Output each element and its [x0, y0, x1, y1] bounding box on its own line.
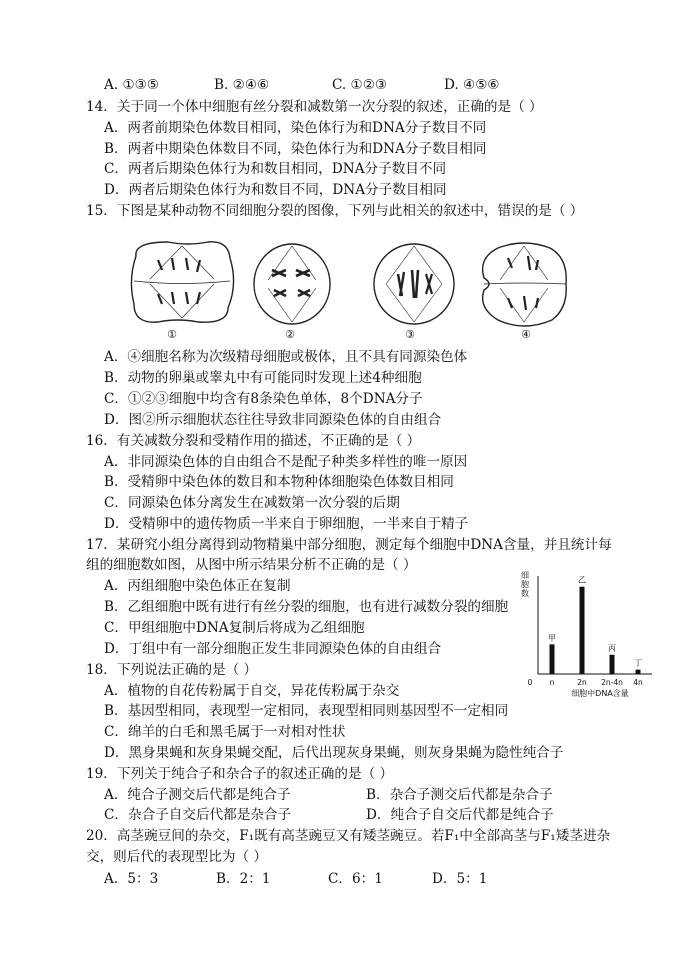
q20-stem-line2: 交，则后代的表现型比为（ ） — [86, 849, 268, 865]
bar-label: 乙 — [578, 575, 586, 585]
x-tick-label: 0 — [527, 678, 533, 687]
q20-option-b: B．2：1 — [216, 871, 271, 887]
q20-option-c: C．6：1 — [328, 871, 383, 887]
q17-option-c: C．甲组细胞中DNA复制后将成为乙组细胞 — [104, 620, 365, 636]
bar — [550, 644, 555, 674]
x-tick-label: n — [549, 678, 555, 687]
q17-option-b: B．乙组细胞中既有进行有丝分裂的细胞，也有进行减数分裂的细胞 — [104, 599, 509, 615]
q13-options — [104, 75, 500, 95]
q17-stem-line1: 17．某研究小组分离得到动物精巢中部分细胞，测定每个细胞中DNA含量，并且统计每 — [86, 537, 612, 553]
q13-option-b: B. ②④⑥ — [214, 77, 270, 93]
q19-option-a: A．纯合子测交后代都是纯合子 — [104, 787, 291, 803]
x-tick-label: 2n — [577, 678, 587, 687]
q14-option-b: B．两者中期染色体数目不同，染色体行为和DNA分子数目相同 — [104, 141, 487, 157]
x-tick-label: 2n-4n — [601, 678, 623, 687]
figure-label-2: ② — [285, 328, 295, 341]
cell-diagram-3 — [374, 244, 454, 324]
bar-label: 丙 — [608, 643, 616, 653]
q16-stem: 16．有关减数分裂和受精作用的描述，不正确的是（ ） — [86, 433, 421, 449]
q18-option-a: A．植物的自花传粉属于自交，异花传粉属于杂交 — [104, 683, 400, 699]
q17-option-a: A．丙组细胞中染色体正在复制 — [104, 578, 291, 594]
dna-content-bar-chart — [514, 566, 660, 700]
q17-option-d: D．丁组中有一部分细胞正发生非同源染色体的自由组合 — [104, 641, 442, 657]
q20-option-d: D．5：1 — [432, 871, 488, 887]
q13-option-a: A. ①③⑤ — [104, 77, 160, 93]
q19-option-c: C．杂合子自交后代都是杂合子 — [104, 807, 292, 823]
x-tick-label: 4n — [633, 678, 643, 687]
q14-option-d: D．两者后期染色体行为和数目不同，DNA分子数目相同 — [104, 182, 447, 198]
cell-diagram-4 — [483, 243, 567, 326]
q15-option-a: A．④细胞名称为次级精母细胞或极体，且不具有同源染色体 — [104, 349, 468, 365]
figure-label-1: ① — [167, 328, 177, 341]
cell-diagram-1 — [131, 242, 233, 322]
bar — [636, 670, 641, 674]
q13-option-d: D. ④⑤⑥ — [444, 77, 500, 93]
q20-option-a: A．5：3 — [104, 871, 159, 887]
q18-option-d: D．黑身果蝇和灰身果蝇交配，后代出现灰身果蝇，则灰身果蝇为隐性纯合子 — [104, 745, 564, 761]
q19-option-d: D．纯合子自交后代都是纯合子 — [366, 807, 554, 823]
x-axis-label: 细胞中DNA含量 — [571, 689, 629, 698]
q16-option-d: D．受精卵中的遗传物质一半来自于卵细胞，一半来自于精子 — [104, 516, 469, 532]
q16-option-b: B．受精卵中染色体的数目和本物种体细胞染色体数目相同 — [104, 474, 454, 490]
q14-option-c: C．两者后期染色体行为和数目相同，DNA分子数目不同 — [104, 161, 447, 177]
q18-option-b: B．基因型相同，表现型一定相同，表现型相同则基因型不一定相同 — [104, 703, 509, 719]
q18-stem: 18．下列说法正确的是（ ） — [86, 662, 258, 678]
q19-option-b: B．杂合子测交后代都是杂合子 — [366, 787, 553, 803]
q17-stem-line2: 组的细胞数如图，从图中所示结果分析不正确的是（ ） — [86, 557, 417, 573]
q20-stem-line1: 20．高茎豌豆间的杂交，F₁既有高茎豌豆又有矮茎豌豆。若F₁中全部高茎与F₁矮茎进杂 — [86, 828, 611, 844]
figure-label-3: ③ — [405, 328, 415, 341]
q19-stem: 19．下列关于纯合子和杂合子的叙述正确的是（ ） — [86, 766, 394, 782]
q20-options — [104, 869, 487, 889]
q14-stem: 14．关于同一个体中细胞有丝分裂和减数第一次分裂的叙述，正确的是（ ） — [86, 99, 543, 115]
q13-option-c: C. ①②③ — [332, 77, 388, 93]
y-axis-label: 细胞数 — [521, 571, 529, 598]
q16-option-c: C．同源染色体分离发生在减数第一次分裂的后期 — [104, 495, 400, 511]
bar-label: 甲 — [548, 633, 556, 643]
bar-label: 丁 — [634, 658, 642, 668]
q18-option-c: C．绵羊的白毛和黑毛属于一对相对性状 — [104, 724, 346, 740]
q15-option-c: C．①②③细胞中均含有8条染色单体，8个DNA分子 — [104, 391, 423, 407]
cell-diagram-2 — [254, 244, 330, 324]
q16-option-a: A．非同源染色体的自由组合不是配子种类多样性的唯一原因 — [104, 454, 468, 470]
bar — [610, 655, 615, 674]
bar — [580, 587, 585, 674]
figure-label-4: ④ — [521, 328, 531, 341]
q15-option-d: D．图②所示细胞状态往往导致非同源染色体的自由组合 — [104, 412, 442, 428]
cell-division-figure — [128, 234, 588, 344]
q15-stem: 15．下图是某种动物不同细胞分裂的图像，下列与此相关的叙述中，错误的是（ ） — [86, 203, 584, 219]
q15-option-b: B．动物的卵巢或睾丸中有可能同时发现上述4种细胞 — [104, 370, 422, 386]
q14-option-a: A．两者前期染色体数目相同，染色体行为和DNA分子数目不同 — [104, 120, 487, 136]
